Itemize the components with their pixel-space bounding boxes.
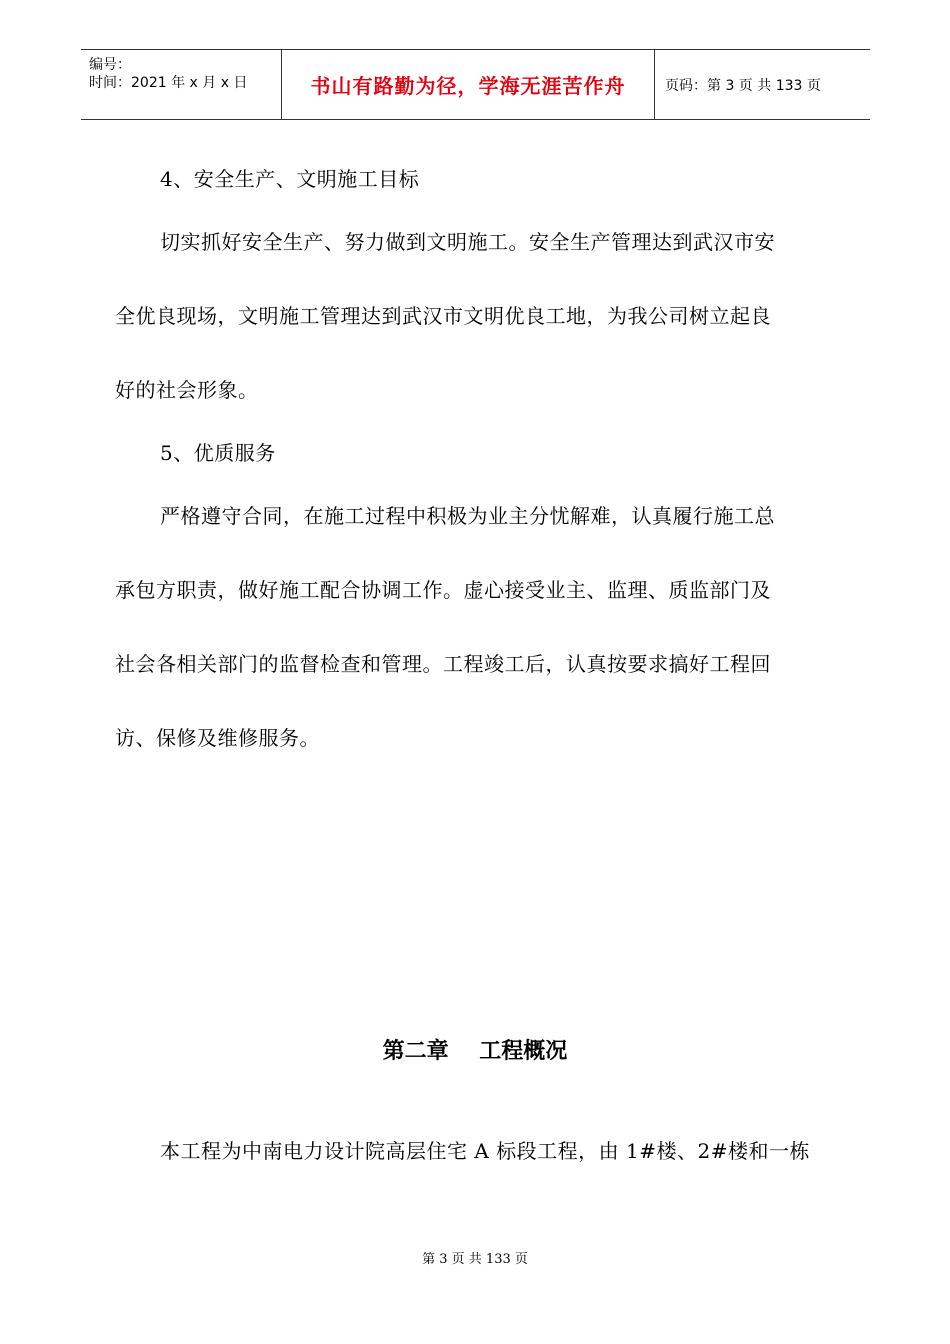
heading-quality-service: 5、优质服务 — [160, 441, 276, 465]
paragraph-line: 社会各相关部门的监督检查和管理。工程竣工后，认真按要求搞好工程回 — [115, 652, 771, 676]
paragraph-line: 切实抓好安全生产、努力做到文明施工。安全生产管理达到武汉市安 — [160, 230, 775, 254]
header-info-cell — [81, 50, 282, 119]
paragraph-line: 本工程为中南电力设计院高层住宅 A 标段工程，由 1#楼、2#楼和一栋 — [160, 1139, 810, 1163]
page-header — [81, 49, 870, 120]
header-page-info: 页码：第 3 页 共 133 页 — [665, 77, 821, 94]
page-footer: 第 3 页 共 133 页 — [422, 1252, 528, 1267]
heading-safety-goal: 4、安全生产、文明施工目标 — [160, 167, 420, 191]
header-page-cell — [655, 50, 870, 119]
paragraph-line: 好的社会形象。 — [115, 378, 259, 402]
paragraph-line: 严格遵守合同，在施工过程中积极为业主分忧解难，认真履行施工总 — [160, 504, 775, 528]
header-motto-cell — [282, 50, 655, 119]
chapter-title: 第二章 工程概况 — [382, 1039, 568, 1064]
paragraph-line: 承包方职责，做好施工配合协调工作。虚心接受业主、监理、质监部门及 — [115, 578, 771, 602]
paragraph-line: 访、保修及维修服务。 — [115, 726, 320, 750]
motto-text: 书山有路勤为径，学海无涯苦作舟 — [310, 74, 626, 98]
time-label: 时间：2021 年 x 月 x 日 — [89, 75, 248, 91]
paragraph-line: 全优良现场，文明施工管理达到武汉市文明优良工地，为我公司树立起良 — [115, 304, 771, 328]
number-label: 编号： — [89, 57, 131, 73]
